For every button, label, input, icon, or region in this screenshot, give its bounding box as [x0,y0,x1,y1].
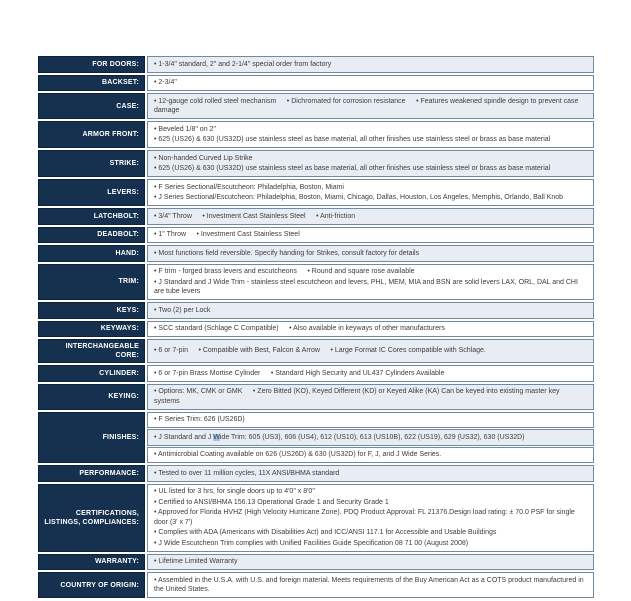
bullet-paragraph: • Lifetime Limited Warranty [154,558,238,565]
bullet-paragraph: • Complies with ADA (Americans with Disabilities Act) and ICC/ANSI 117.1 for Accessible and Usable Buildings [154,529,497,536]
bullet-paragraph: • F trim - forged brass levers and escutcheons • Round and square rose available [154,268,415,275]
spec-row [38,384,594,410]
bullet-paragraph: • 1-3/4" standard, 2" and 2-1/4" special order from factory [154,60,332,68]
row-content [147,227,594,244]
content-cell [147,56,594,73]
spec-row [38,121,594,148]
spec-row [38,245,594,262]
spec-row [38,572,594,598]
content-cell [147,429,594,446]
row-content [147,465,594,482]
text-after-highlight: ide Trim: 605 (US3), 606 (US4), 612 (US10), 613 (US10B), 622 (US19), 629 (US32), 630 (US32D) [219,433,525,441]
content-cell [147,208,594,225]
bullet-paragraph: • 2-3/4" [154,79,177,86]
row-label: LEVERS: [38,179,145,206]
spec-row [38,365,594,382]
row-content [147,208,594,225]
spec-row [38,484,594,552]
bullet-paragraph: • 3/4" Throw • Investment Cast Stainless Steel • Anti-friction [154,212,356,220]
row-label: CASE: [38,93,145,119]
content-cell [147,227,594,244]
spec-row [38,179,594,206]
spec-row [38,227,594,244]
row-content [147,302,594,319]
bullet-paragraph: • Assembled in the U.S.A. with U.S. and foreign material. Meets requirements of the Buy American Act as a COTS product manufactured in the United States. [154,576,584,593]
bullet-paragraph: • 625 (US26) & 630 (US32D) use stainless steel as base material, all other finishes use stainless steel or brass as base material [154,165,551,172]
content-cell [147,150,594,177]
row-label: FOR DOORS: [38,56,145,73]
row-content [147,150,594,177]
content-cell [147,554,594,571]
row-content [147,484,594,552]
row-label: KEYS: [38,302,145,319]
content-cell [147,412,594,429]
content-cell [147,245,594,262]
text-before-highlight: • J Standard and J [154,433,214,441]
bullet-paragraph: • Tested to over 11 million cycles, 11X ANSI/BHMA standard [154,469,340,477]
row-content [147,93,594,119]
spec-row [38,75,594,92]
row-label: CYLINDER: [38,365,145,382]
row-content [147,572,594,598]
bullet-paragraph: • Options: MK, CMK or GMK • Zero Bitted (KO), Keyed Different (KD) or Keyed Alike (KA) Can be keyed into existing master key systems [154,388,560,405]
content-cell [147,264,594,301]
row-label: BACKSET: [38,75,145,92]
bullet-paragraph: • J Standard and J Wide Trim - stainless steel escutcheon and levers, PHL, MEM, MIA and BSN are solid levers LAX, ORL, DAL and CHI are tube levers [154,278,578,295]
content-cell [147,384,594,410]
row-content [147,245,594,262]
bullet-paragraph [154,433,587,443]
bullet-paragraph: • Certified to ANSI/BHMA 156.13 Operational Grade 1 and Security Grade 1 [154,498,389,506]
bullet-paragraph: • UL listed for 3 hrs, for single doors up to 4'0" x 8'0" [154,488,315,495]
spec-row [38,56,594,73]
content-cell [147,179,594,206]
row-label: INTERCHANGEABLE CORE: [38,339,145,363]
bullet-paragraph: • Non-handed Curved Lip Strike [154,154,253,162]
row-label: DEADBOLT: [38,227,145,244]
row-content [147,365,594,382]
bullet-paragraph: • 6 or 7-pin Brass Mortise Cylinder • Standard High Security and UL437 Cylinders Available [154,369,445,377]
row-content [147,179,594,206]
bullet-paragraph: • F Series Sectional/Escutcheon: Philadelphia, Boston, Miami [154,183,344,191]
spec-row [38,465,594,482]
search-highlight: W [213,433,220,441]
spec-row [38,339,594,363]
row-content [147,121,594,148]
row-label: CERTIFICATIONS, LISTINGS, COMPLIANCES: [38,484,145,552]
row-label: KEYING: [38,384,145,410]
bullet-paragraph: • Two (2) per Lock [154,306,211,314]
row-label: ARMOR FRONT: [38,121,145,148]
row-label: KEYWAYS: [38,321,145,338]
bullet-paragraph: • Antimicrobial Coating available on 626 (US26D) & 630 (US32D) for F, J, and J Wide Series. [154,451,442,458]
row-label: FINISHES: [38,412,145,464]
bullet-paragraph: • 6 or 7-pin • Compatible with Best, Falcon & Arrow • Large Format IC Cores compatible with Schlage. [154,347,486,355]
content-cell [147,572,594,598]
row-label: WARRANTY: [38,554,145,571]
bullet-paragraph: • 12-gauge cold rolled steel mechanism • Dichromated for corrosion resistance • Features weakened spindle design to prevent case damage [154,97,579,114]
spec-table [38,56,594,600]
bullet-paragraph: • J Wide Escutcheon Trim complies with Unified Facilities Guide Specification 08 71 00 (August 2008) [154,539,469,547]
bullet-paragraph: • Most functions field reversible. Specify handing for Strikes, consult factory for details [154,249,420,257]
spec-row [38,208,594,225]
spec-row [38,554,594,571]
spec-row [38,302,594,319]
content-cell [147,339,594,363]
row-content [147,56,594,73]
content-cell [147,365,594,382]
row-label: HAND: [38,245,145,262]
bullet-paragraph: • 625 (US26) & 630 (US32D) use stainless steel as base material, all other finishes use stainless steel or brass as base material [154,136,551,143]
row-label: TRIM: [38,264,145,301]
row-content [147,264,594,301]
row-label: PERFORMANCE: [38,465,145,482]
spec-row [38,93,594,119]
row-content [147,412,594,464]
spec-row [38,321,594,338]
bullet-paragraph: • 1" Throw • Investment Cast Stainless Steel [154,231,300,238]
content-cell [147,484,594,552]
row-content [147,554,594,571]
content-cell [147,121,594,148]
spec-row [38,264,594,301]
row-content [147,75,594,92]
content-cell [147,93,594,119]
row-content [147,384,594,410]
row-content [147,339,594,363]
row-label: LATCHBOLT: [38,208,145,225]
row-content [147,321,594,338]
content-cell [147,465,594,482]
row-label: STRIKE: [38,150,145,177]
spec-row [38,412,594,464]
content-cell [147,302,594,319]
bullet-paragraph: • F Series Trim: 626 (US26D) [154,416,245,423]
content-cell [147,75,594,92]
content-cell [147,321,594,338]
bullet-paragraph: • J Series Sectional/Escutcheon: Philadelphia, Boston, Miami, Chicago, Dallas, Houston, Los Angeles, Memphis, Orlando, Ball Knob [154,194,564,201]
bullet-paragraph: • SCC standard (Schlage C Compatible) • Also available in keyways of other manufacturers [154,325,445,332]
content-cell [147,447,594,464]
bullet-paragraph: • Approved for Florida HVHZ (High Velocity Hurricane Zone). PDQ Product Approval: FL 21376.Design load rating: ± 70.0 PSF for single door (3' x 7') [154,509,575,526]
spec-row [38,150,594,177]
row-label: COUNTRY OF ORIGIN: [38,572,145,598]
bullet-paragraph: • Beveled 1/8" on 2" [154,125,216,133]
